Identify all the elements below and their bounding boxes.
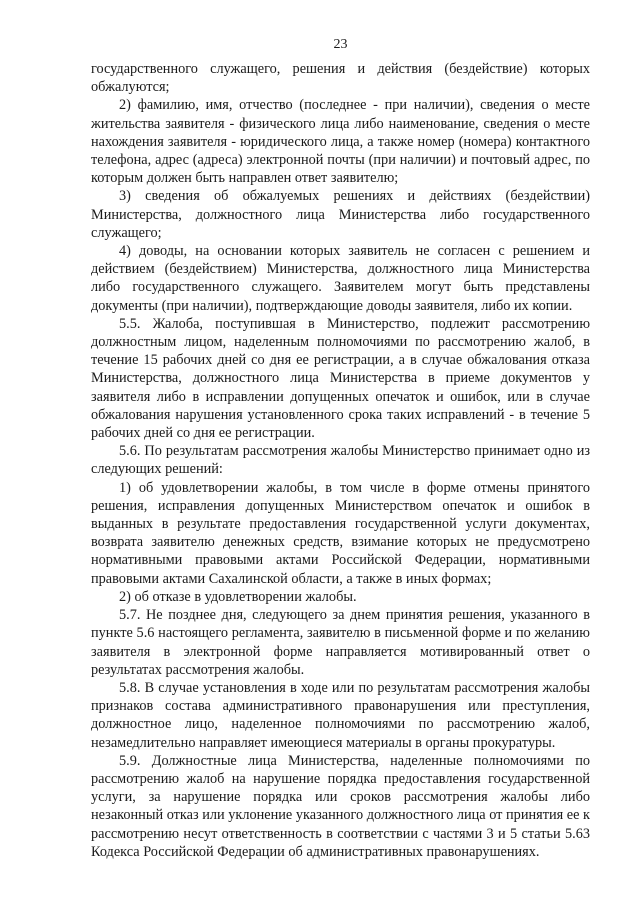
paragraph-item-3: 3) сведения об обжалуемых решениях и действиях (бездействии) Министерства, должностного лица Министерства либо государственного служащего; xyxy=(91,188,590,241)
paragraph-continuation: государственного служащего, решения и действия (бездействие) которых обжалуются; xyxy=(91,61,590,96)
paragraph-5-5: 5.5. Жалоба, поступившая в Министерство, подлежит рассмотрению должностным лицом, наделенным полномочиями по рассмотрению жалоб, в течение 15 рабочих дней со дня ее регистрации, а в случае обжалования отказа Министерства, должностного лица Министерства в приеме документов у заявителя либо в исправлении допущенных опечаток и ошибок, или в случае обжалования нарушения установленного срока таких исправлений - в течение 5 рабочих дней со дня ее регистрации. xyxy=(91,315,590,442)
paragraph-item-4: 4) доводы, на основании которых заявитель не согласен с решением и действием (бездействием) Министерства, должностного лица Министерства либо государственного служащего. Заявителем могут быть представлены документы (при наличии), подтверждающие доводы заявителя, либо их копии. xyxy=(91,243,590,314)
page-number: 23 xyxy=(333,37,348,52)
paragraph-5-9: 5.9. Должностные лица Министерства, наделенные полномочиями по рассмотрению жалоб на нарушение порядка предоставления государственной услуги, за нарушение порядка или сроков рассмотрения жалобы либо незаконный отказ или уклонение указанного должностного лица от принятия ее к рассмотрению несут ответственность в соответствии с частями 3 и 5 статьи 5.63 Кодекса Российской Федерации об административных правонарушениях. xyxy=(91,752,590,860)
paragraph-5-6-item-2: 2) об отказе в удовлетворении жалобы. xyxy=(119,588,357,605)
document-body xyxy=(91,60,590,861)
paragraph-5-6-item-1: 1) об удовлетворении жалобы, в том числе в форме отмены принятого решения, исправления допущенных Министерством опечаток и ошибок в выданных в результате предоставления государственной услуги документах, возврата заявителю денежных средств, взимание которых не предусмотрено нормативными правовыми актами Российской Федерации, нормативными правовыми актами Сахалинской области, а также в иных формах; xyxy=(91,479,590,587)
paragraph-5-7: 5.7. Не позднее дня, следующего за днем принятия решения, указанного в пункте 5.6 настоящего регламента, заявителю в письменной форме и по желанию заявителя в электронной форме направляется мотивированный ответ о результатах рассмотрения жалобы. xyxy=(91,607,590,678)
paragraph-item-2: 2) фамилию, имя, отчество (последнее - при наличии), сведения о месте жительства заявителя - физического лица либо наименование, сведения о месте нахождения заявителя - юридического лица, а также номер (номера) контактного телефона, адрес (адреса) электронной почты (при наличии) и почтовый адрес, по которым должен быть направлен ответ заявителю; xyxy=(91,97,590,187)
paragraph-5-6: 5.6. По результатам рассмотрения жалобы Министерство принимает одно из следующих решений: xyxy=(91,443,590,478)
paragraph-5-8: 5.8. В случае установления в ходе или по результатам рассмотрения жалобы признаков состава административного правонарушения или преступления, должностное лицо, наделенное полномочиями по рассмотрению жалоб, незамедлительно направляет имеющиеся материалы в органы прокуратуры. xyxy=(91,679,590,751)
